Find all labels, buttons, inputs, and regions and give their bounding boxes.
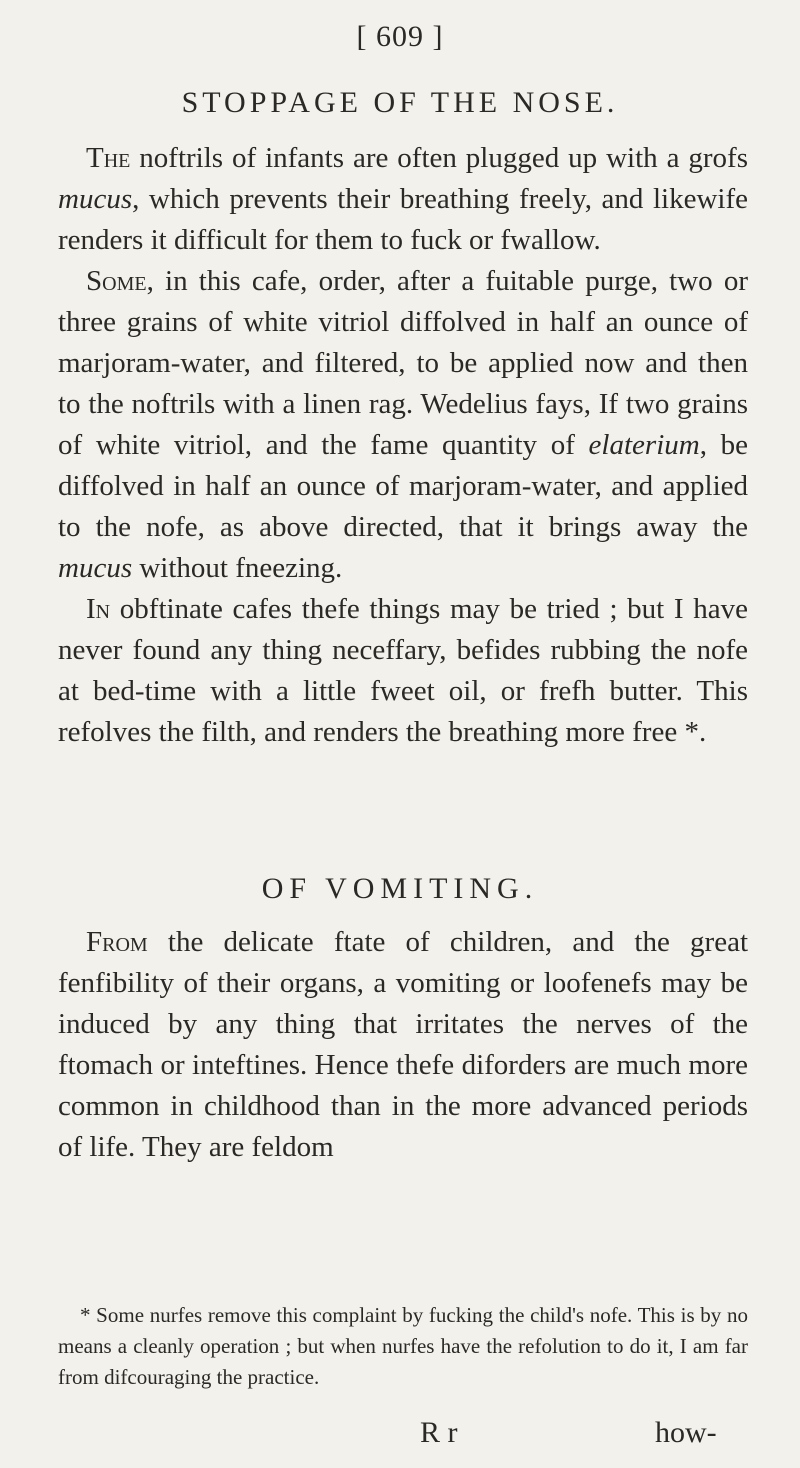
paragraph-opening-word: In (86, 593, 111, 625)
paragraph (58, 138, 748, 261)
italic-term: mucus (58, 552, 133, 584)
section-body-stoppage (58, 138, 748, 753)
paragraph-opening-word: The (86, 142, 131, 174)
paragraph-opening-word: From (86, 926, 148, 958)
italic-term: elaterium (588, 429, 700, 461)
paragraph-text: obftinate cafes thefe things may be tried ; but I have never found any thing neceffary, befides rubbing the nofe at bed-time with a little fweet oil, or frefh butter. This refolves the filth, and renders the breathing more free *. (58, 593, 748, 748)
paragraph (58, 922, 748, 1168)
paragraph (58, 589, 748, 753)
section-heading-stoppage-of-the-nose: STOPPAGE OF THE NOSE. (181, 86, 619, 119)
paragraph-text: , in this cafe, order, after a fuitable purge, two or three grains of white vitriol diffolved in half an ounce of marjoram-water, and filtered, to be applied now and then to the noftrils with a linen rag. Wedelius fays, If two grains of white vitriol, and the fame quantity of (58, 265, 748, 461)
footnote (58, 1300, 748, 1393)
section-heading-of-vomiting: OF VOMITING. (261, 872, 539, 905)
italic-term: mucus (58, 183, 133, 215)
paragraph-text: , which prevents their breathing freely, and likewife renders it difficult for them to fuck or fwallow. (58, 183, 748, 256)
paragraph-opening-word: Some (86, 265, 147, 297)
section-body-vomiting (58, 922, 748, 1168)
signature-mark: R r (420, 1416, 458, 1449)
catchword: how- (655, 1416, 717, 1449)
paragraph (58, 261, 748, 589)
paragraph-text: without fneezing. (132, 552, 343, 584)
page-number: [ 609 ] (356, 20, 444, 53)
paragraph-text: the delicate ftate of children, and the great fenfibility of their organs, a vomiting or loofenefs may be induced by any thing that irritates the nerves of the ftomach or inteftines. Hence thefe diforders are much more common in childhood than in the more advanced periods of life. They are feldom (58, 926, 748, 1163)
paragraph-text: , be diffolved in half an ounce of marjoram-water, and applied to the nofe, as above directed, that it brings away the (58, 429, 748, 543)
footnote-text: * Some nurfes remove this complaint by fucking the child's nofe. This is by no means a cleanly operation ; but when nurfes have the refolution to do it, I am far from difcouraging the practice. (58, 1303, 748, 1389)
paragraph-text: noftrils of infants are often plugged up with a grofs (130, 142, 748, 174)
